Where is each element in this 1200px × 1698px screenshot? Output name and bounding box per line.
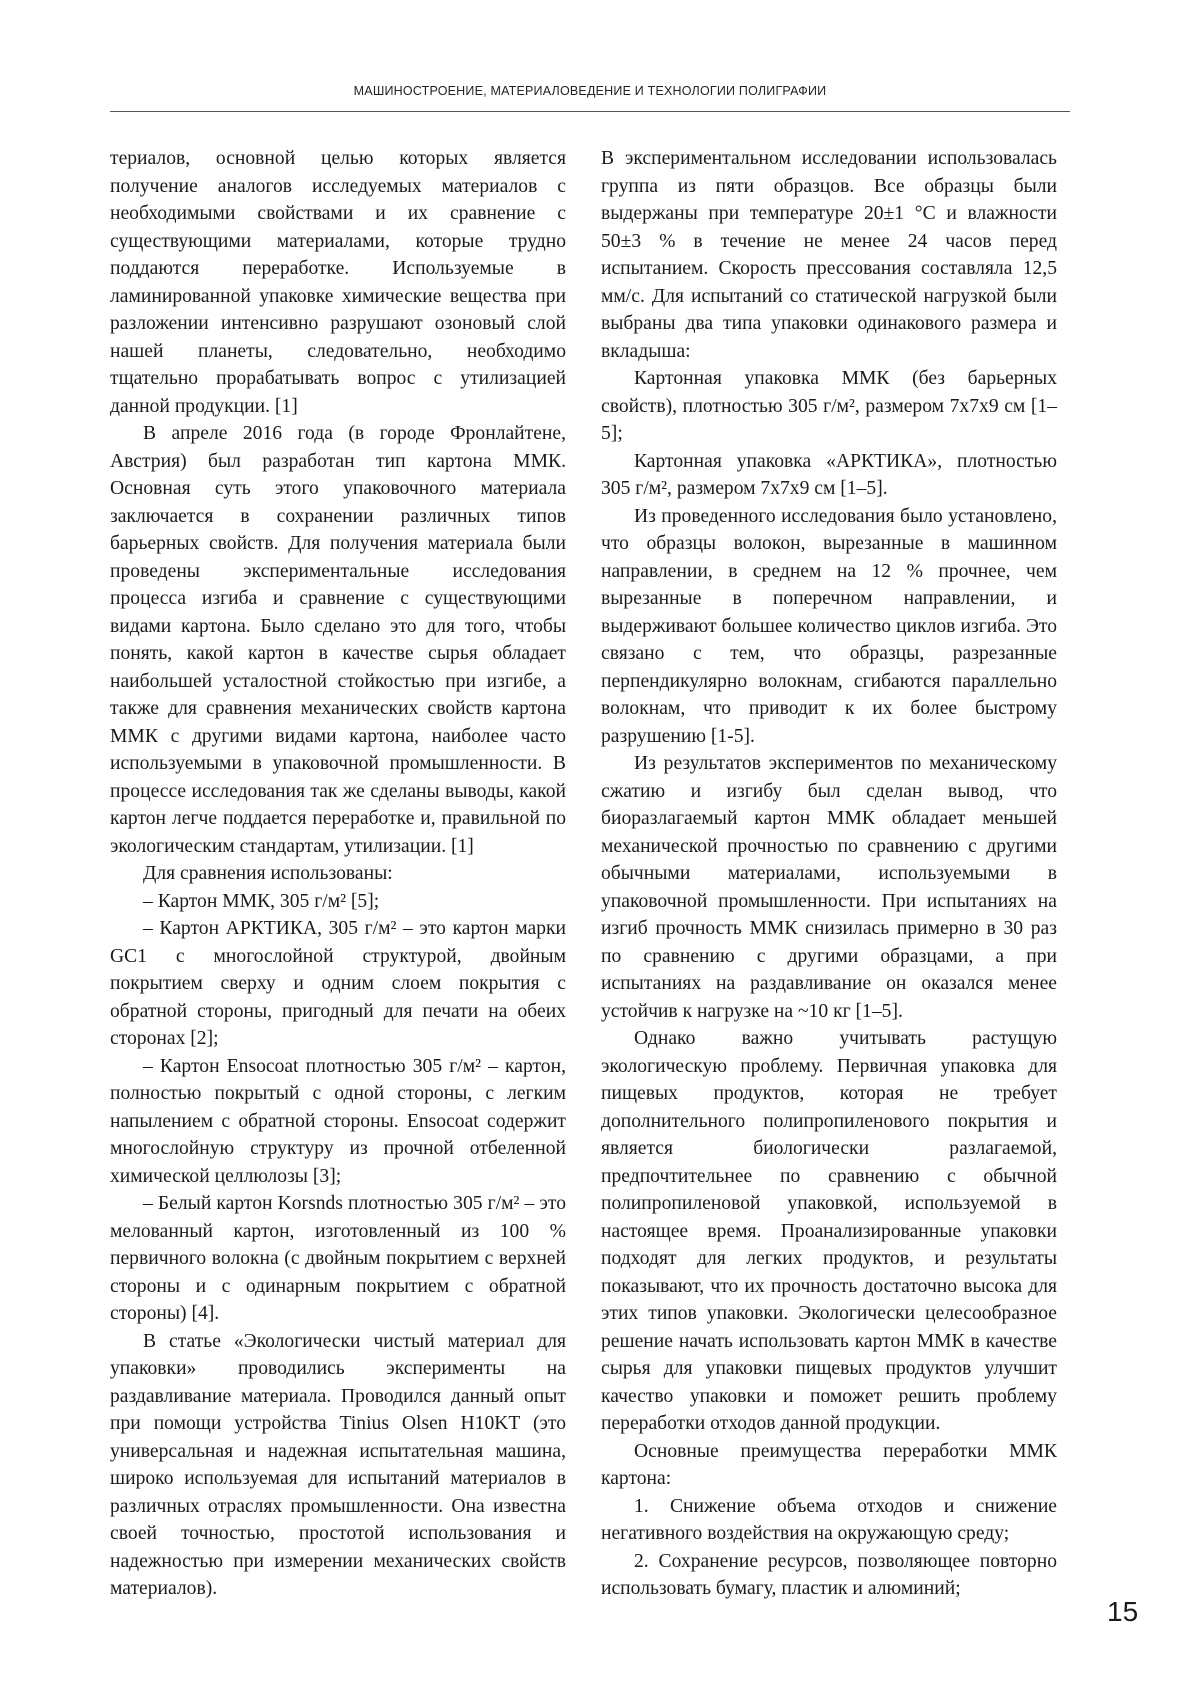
paragraph: В экспериментальном исследовании использовалась группа из пяти образцов. Все образцы были выдержаны при температуре 20±1 °С и влажности 50±3 % в течение не менее 24 часов перед испытанием. Скорость прессования составляла 12,5 мм/с. Для испытаний со статической нагрузкой были выбраны два типа упаковки одинакового размера и вкладыша:	[601, 148, 1057, 362]
running-header: МАШИНОСТРОЕНИЕ, МАТЕРИАЛОВЕДЕНИЕ И ТЕХНОЛОГИИ ПОЛИГРАФИИ	[353, 84, 827, 98]
paragraph: Из проведенного исследования было установлено, что образцы волокон, вырезанные в машинном направлении, в среднем на 12 % прочнее, чем вырезанные в поперечном направлении, и выдерживают большее количество циклов изгиба. Это связано с тем, что образцы, разрезанные перпендикулярно волокнам, сгибаются параллельно волокнам, что приводит к их более быстрому разрушению [1-5].	[601, 505, 1057, 747]
left-column	[110, 145, 566, 1603]
paragraph: Однако важно учитывать растущую экологическую проблему. Первичная упаковка для пищевых продуктов, которая не требует дополнительного полипропиленового покрытия и является биологически разлагаемой, предпочтительнее по сравнению с обычной полипропиленовой упаковкой, используемой в настоящее время. Проанализированные упаковки подходят для легких продуктов, и результаты показывают, что их прочность достаточно высока для этих типов упаковки. Экологически целесообразное решение начать использовать картон ММК в качестве сырья для упаковки пищевых продуктов улучшит качество упаковки и поможет решить проблему переработки отходов данной продукции.	[601, 1028, 1057, 1434]
paragraph: В апреле 2016 года (в городе Фронлайтене, Австрия) был разработан тип картона ММК. Основная суть этого упаковочного материала заключается в сохранении различных типов барьерных свойств. Для получения материала были проведены экспериментальные исследования процесса изгиба и сравнение с существующими видами картона. Было сделано это для того, чтобы понять, какой картон в качестве сырья обладает наибольшей усталостной стойкостью при изгибе, а также для сравнения механических свойств картона ММК с другими видами картона, наиболее часто используемыми в упаковочной промышленности. В процессе исследования так же сделаны выводы, какой картон легче поддается переработке и, правильной по экологическим стандартам, утилизации. [1]	[110, 423, 566, 857]
paragraph: – Белый картон Korsnds плотностью 305 г/м² – это мелованный картон, изготовленный из 100 % первичного волокна (с двойным покрытием с верхней стороны и с одинарным покрытием с обратной стороны) [4].	[110, 1193, 566, 1324]
page-number: 15	[1107, 1596, 1139, 1627]
right-column	[601, 145, 1057, 1603]
paragraph: – Картон АРКТИКА, 305 г/м² – это картон марки GC1 с многослойной структурой, двойным покрытием сверху и одним слоем покрытия с обратной стороны, пригодный для печати на обеих сторонах [2];	[110, 918, 566, 1049]
paragraph: Картонная упаковка ММК (без барьерных свойств), плотностью 305 г/м², размером 7x7x9 см [1–5];	[601, 368, 1057, 444]
paragraph: териалов, основной целью которых является получение аналогов исследуемых материалов с необходимыми свойствами и их сравнение с существующими материалами, которые трудно поддаются переработке. Используемые в ламинированной упаковке химические вещества при разложении интенсивно разрушают озоновый слой нашей планеты, следовательно, необходимо тщательно прорабатывать вопрос с утилизацией данной продукции. [1]	[110, 148, 566, 417]
paragraph: 1. Снижение объема отходов и снижение негативного воздействия на окружающую среду;	[601, 1495, 1057, 1544]
paragraph: – Картон ММК, 305 г/м² [5];	[143, 890, 380, 912]
paragraph: Для сравнения использованы:	[143, 863, 393, 884]
paragraph: Картонная упаковка «АРКТИКА», плотностью 305 г/м², размером 7x7x9 см [1–5].	[601, 450, 1057, 499]
paragraph: 2. Сохранение ресурсов, позволяющее повторно использовать бумагу, пластик и алюминий;	[601, 1550, 1057, 1599]
paragraph: В статье «Экологически чистый материал для упаковки» проводились эксперименты на раздавливание материала. Проводился данный опыт при помощи устройства Tinius Olsen H10KT (это универсальная и надежная испытательная машина, широко используемая для испытаний материалов в различных отраслях промышленности. Она известна своей точностью, простотой использования и надежностью при измерении механических свойств материалов).	[110, 1330, 566, 1599]
paragraph: Основные преимущества переработки ММК картона:	[601, 1440, 1057, 1489]
paragraph: Из результатов экспериментов по механическому сжатию и изгибу был сделан вывод, что биоразлагаемый картон ММК обладает меньшей механической прочностью по сравнению с другими обычными материалами, используемыми в упаковочной промышленности. При испытаниях на изгиб прочность ММК снизилась примерно в 30 раз по сравнению с другими образцами, а при испытаниях на раздавливание он оказался менее устойчив к нагрузке на ~10 кг [1–5].	[601, 753, 1057, 1022]
paragraph: – Картон Ensocoat плотностью 305 г/м² – картон, полностью покрытый с одной стороны, с легким напылением с обратной стороны. Ensocoat содержит многослойную структуру из прочной отбеленной химической целлюлозы [3];	[110, 1055, 566, 1187]
header-rule	[110, 111, 1070, 112]
